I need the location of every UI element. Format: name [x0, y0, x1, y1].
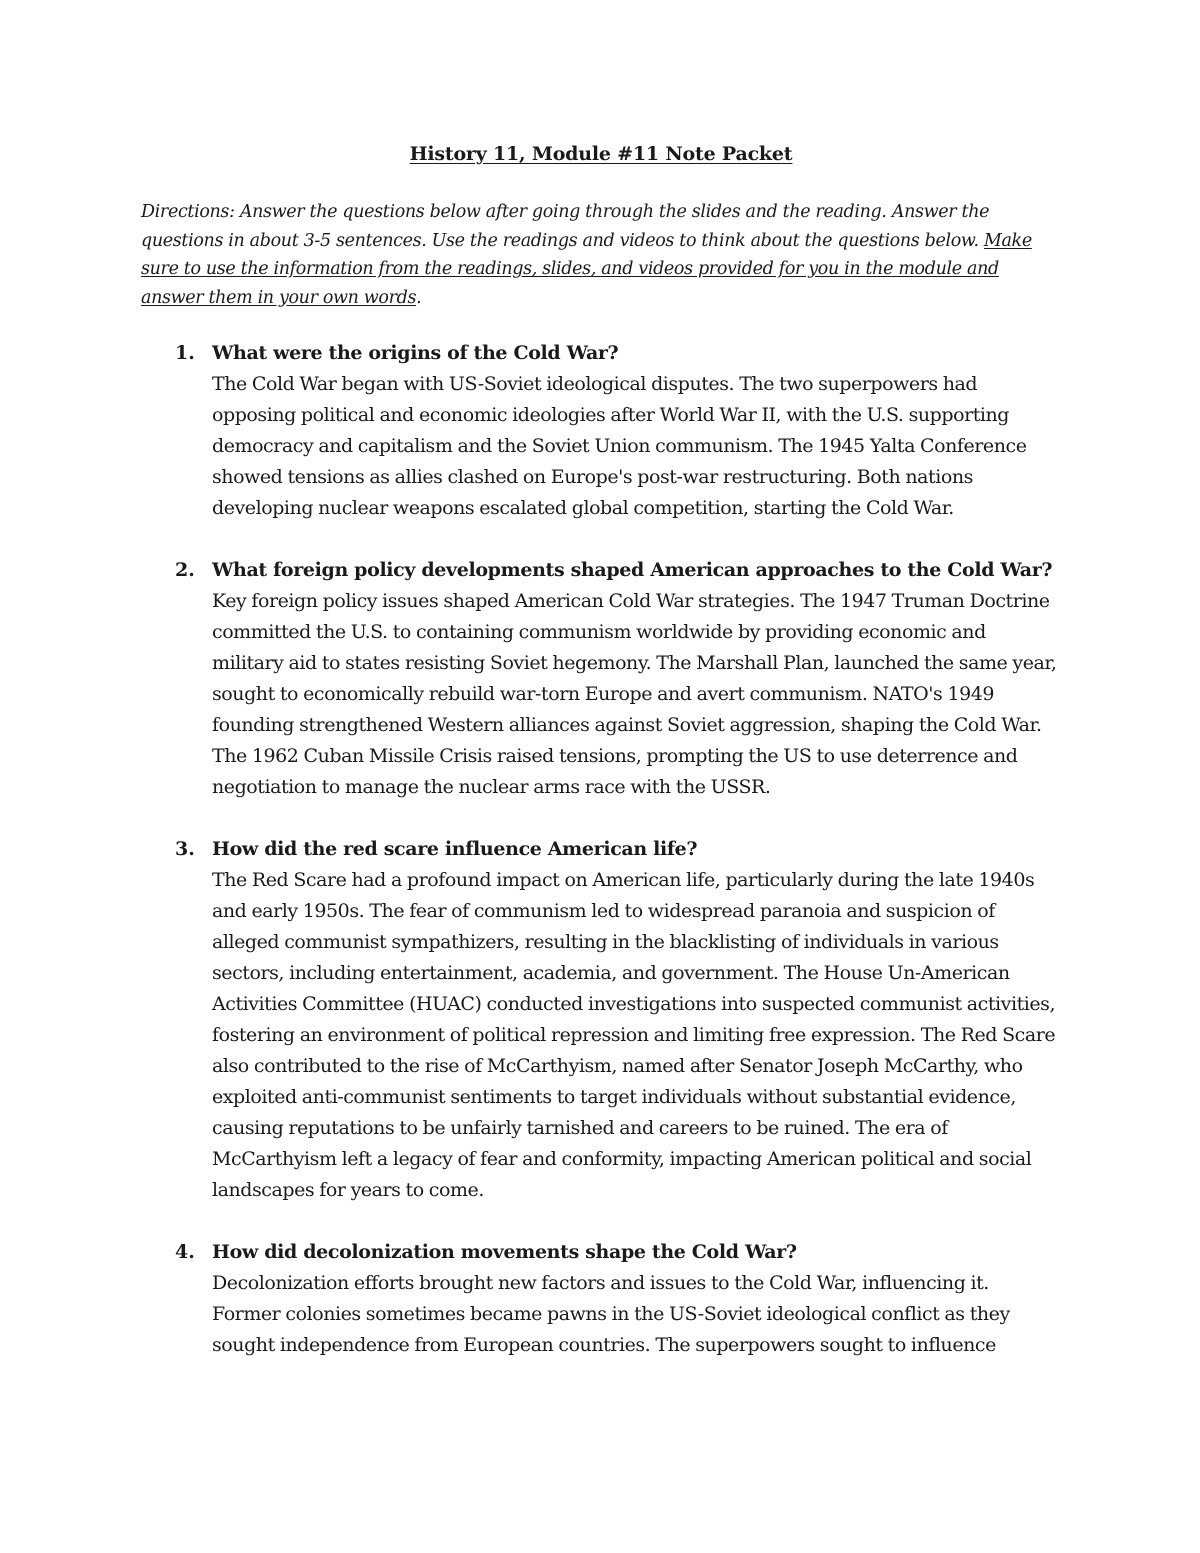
question-item [141, 555, 1061, 803]
question-text: What foreign policy developments shaped American approaches to the Cold War? [212, 559, 1053, 581]
question-item [141, 834, 1061, 1206]
answer-text: Key foreign policy issues shaped American Cold War strategies. The 1947 Truman Doctrine committed the U.S. to containing communism worldwide by providing economic and military aid to states resisting Soviet hegemony. The Marshall Plan, launched the same year, sought to economically rebuild war-torn Europe and avert communism. NATO's 1949 founding strengthened Western alliances against Soviet aggression, shaping the Cold War. The 1962 Cuban Missile Crisis raised tensions, prompting the US to use deterrence and negotiation to manage the nuclear arms race with the USSR. [212, 590, 1057, 798]
question-text: What were the origins of the Cold War? [212, 342, 619, 364]
question-text: How did decolonization movements shape the Cold War? [212, 1241, 797, 1263]
directions [141, 198, 1061, 312]
directions-end: . [416, 287, 422, 308]
question-item [141, 1237, 1061, 1361]
question-number: 2. [175, 559, 195, 581]
question-number: 4. [175, 1241, 195, 1263]
question-number: 3. [175, 838, 195, 860]
question-list [141, 338, 1061, 1361]
answer-text: Decolonization efforts brought new factors and issues to the Cold War, influencing it. Former colonies sometimes became pawns in the US-Soviet ideological conflict as they sought independence from European countries. The superpowers sought to influence [212, 1272, 1010, 1356]
question-item [141, 338, 1061, 524]
question-number: 1. [175, 342, 195, 364]
directions-underlined: Make sure to use the information from the readings, slides, and videos provided for you in the module and answer them in your own words [141, 230, 1032, 308]
answer-text: The Red Scare had a profound impact on American life, particularly during the late 1940s and early 1950s. The fear of communism led to widespread paranoia and suspicion of alleged communist sympathizers, resulting in the blacklisting of individuals in various sectors, including entertainment, academia, and government. The House Un-American Activities Committee (HUAC) conducted investigations into suspected communist activities, fostering an environment of political repression and limiting free expression. The Red Scare also contributed to the rise of McCarthyism, named after Senator Joseph McCarthy, who exploited anti-communist sentiments to target individuals without substantial evidence, causing reputations to be unfairly tarnished and careers to be ruined. The era of McCarthyism left a legacy of fear and conformity, impacting American political and social landscapes for years to come. [212, 869, 1056, 1201]
answer-text: The Cold War began with US-Soviet ideological disputes. The two superpowers had opposing political and economic ideologies after World War II, with the U.S. supporting democracy and capitalism and the Soviet Union communism. The 1945 Yalta Conference showed tensions as allies clashed on Europe's post-war restructuring. Both nations developing nuclear weapons escalated global competition, starting the Cold War. [212, 373, 1027, 519]
directions-text: Directions: Answer the questions below after going through the slides and the reading. Answer the questions in about 3-5 sentences. Use the readings and videos to think about the questions below. [141, 202, 990, 251]
document-title: History 11, Module #11 Note Packet [409, 143, 793, 165]
document-page [141, 140, 1061, 1392]
question-text: How did the red scare influence American life? [212, 838, 698, 860]
